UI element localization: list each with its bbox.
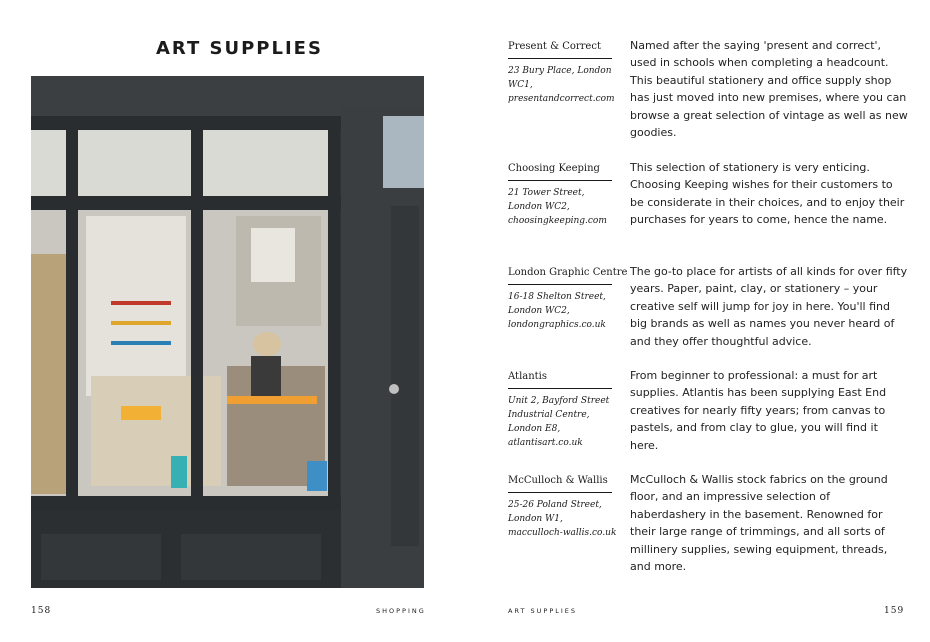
divider: [508, 388, 612, 389]
shop-address: 16-18 Shelton Street, London WC2, londongraphics.co.uk: [508, 292, 606, 330]
divider: [508, 58, 612, 59]
shop-description: McCulloch & Wallis stock fabrics on the ground floor, and an impressive selection of haberdashery in the basement. Renowned for their large range of trimmings, and all sorts of millinery supplies, sewing equipment, threads, and more.: [630, 473, 888, 574]
shop-address: Unit 2, Bayford Street Industrial Centre, London E8, atlantisart.co.uk: [508, 396, 610, 448]
page-title: ART SUPPLIES: [156, 38, 323, 59]
right-running-head: ART SUPPLIES: [508, 607, 578, 615]
divider: [508, 492, 612, 493]
shop-address: 23 Bury Place, London WC1, presentandcorrect.com: [508, 66, 615, 104]
shop-name: McCulloch & Wallis: [508, 475, 608, 486]
shop-description: From beginner to professional: a must for art supplies. Atlantis has been supplying East End creatives for nearly fifty years; from canvas to pastels, and from clay to glue, you will find it here.: [630, 369, 887, 452]
divider: [508, 180, 612, 181]
right-page-number: 159: [884, 606, 905, 616]
shop-description: This selection of stationery is very enticing. Choosing Keeping wishes for their customers to be considerate in their choices, and to enjoy their purchases for years to come, hence the name.: [630, 161, 905, 227]
shop-name: London Graphic Centre: [508, 267, 628, 278]
shop-description: Named after the saying 'present and correct', used in schools when completing a headcount. This beautiful stationery and office supply shop has just moved into new premises, where you can browse a great selection of vintage as well as new goodies.: [630, 39, 908, 140]
shop-address: 25-26 Poland Street, London W1, macculloch-wallis.co.uk: [508, 500, 617, 538]
left-running-head: SHOPPING: [376, 607, 426, 615]
left-page-number: 158: [31, 606, 52, 616]
shop-description: The go-to place for artists of all kinds for over fifty years. Paper, paint, clay, or stationery – your creative self will jump for joy in here. You'll find big brands as well as names you never heard of and they offer thoughtful advice.: [630, 265, 908, 348]
shop-address: 21 Tower Street, London WC2, choosingkeeping.com: [508, 188, 607, 226]
shop-name: Choosing Keeping: [508, 163, 600, 174]
shop-front-photo: [31, 76, 424, 588]
shop-name: Atlantis: [508, 371, 548, 382]
shop-name: Present & Correct: [508, 41, 601, 52]
divider: [508, 284, 612, 285]
